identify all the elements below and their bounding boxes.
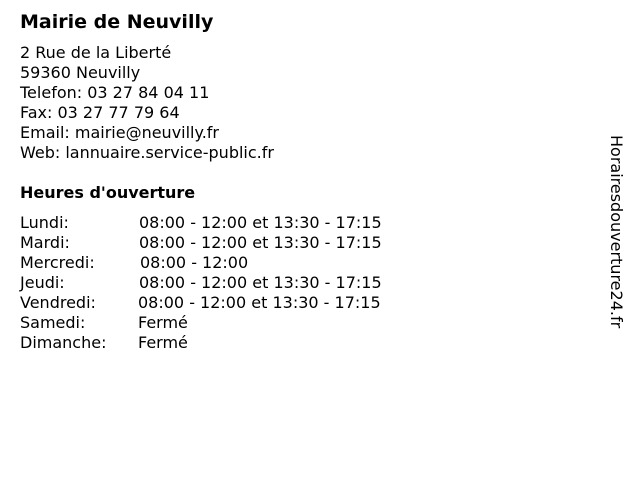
- email-text: Email: mairie@neuvilly.fr: [20, 123, 219, 142]
- day-label: Jeudi:: [20, 273, 65, 292]
- day-label: Dimanche:: [20, 333, 107, 352]
- day-label: Mercredi:: [20, 253, 95, 272]
- hours-title: Heures d'ouverture: [20, 183, 196, 202]
- contact-block: [20, 43, 274, 163]
- address-city: 59360 Neuvilly: [20, 63, 141, 82]
- time-value: Fermé: [138, 313, 188, 332]
- page-title: Mairie de Neuvilly: [20, 11, 214, 33]
- phone-text: Telefon: 03 27 84 04 11: [20, 83, 210, 102]
- day-label: Samedi:: [20, 313, 86, 332]
- time-value: 08:00 - 12:00 et 13:30 - 17:15: [138, 293, 381, 312]
- day-label: Lundi:: [20, 213, 69, 232]
- day-label: Mardi:: [20, 233, 70, 252]
- time-value: 08:00 - 12:00: [140, 253, 249, 272]
- web-text: Web: lannuaire.service-public.fr: [20, 143, 274, 162]
- fax-text: Fax: 03 27 77 79 64: [20, 103, 180, 122]
- address-street: 2 Rue de la Liberté: [20, 43, 172, 62]
- time-value: Fermé: [138, 333, 188, 352]
- time-value: 08:00 - 12:00 et 13:30 - 17:15: [139, 213, 382, 232]
- time-value: 08:00 - 12:00 et 13:30 - 17:15: [139, 273, 382, 292]
- day-label: Vendredi:: [20, 293, 96, 312]
- site-watermark: Horairesdouverture24.fr: [607, 135, 626, 329]
- time-value: 08:00 - 12:00 et 13:30 - 17:15: [139, 233, 382, 252]
